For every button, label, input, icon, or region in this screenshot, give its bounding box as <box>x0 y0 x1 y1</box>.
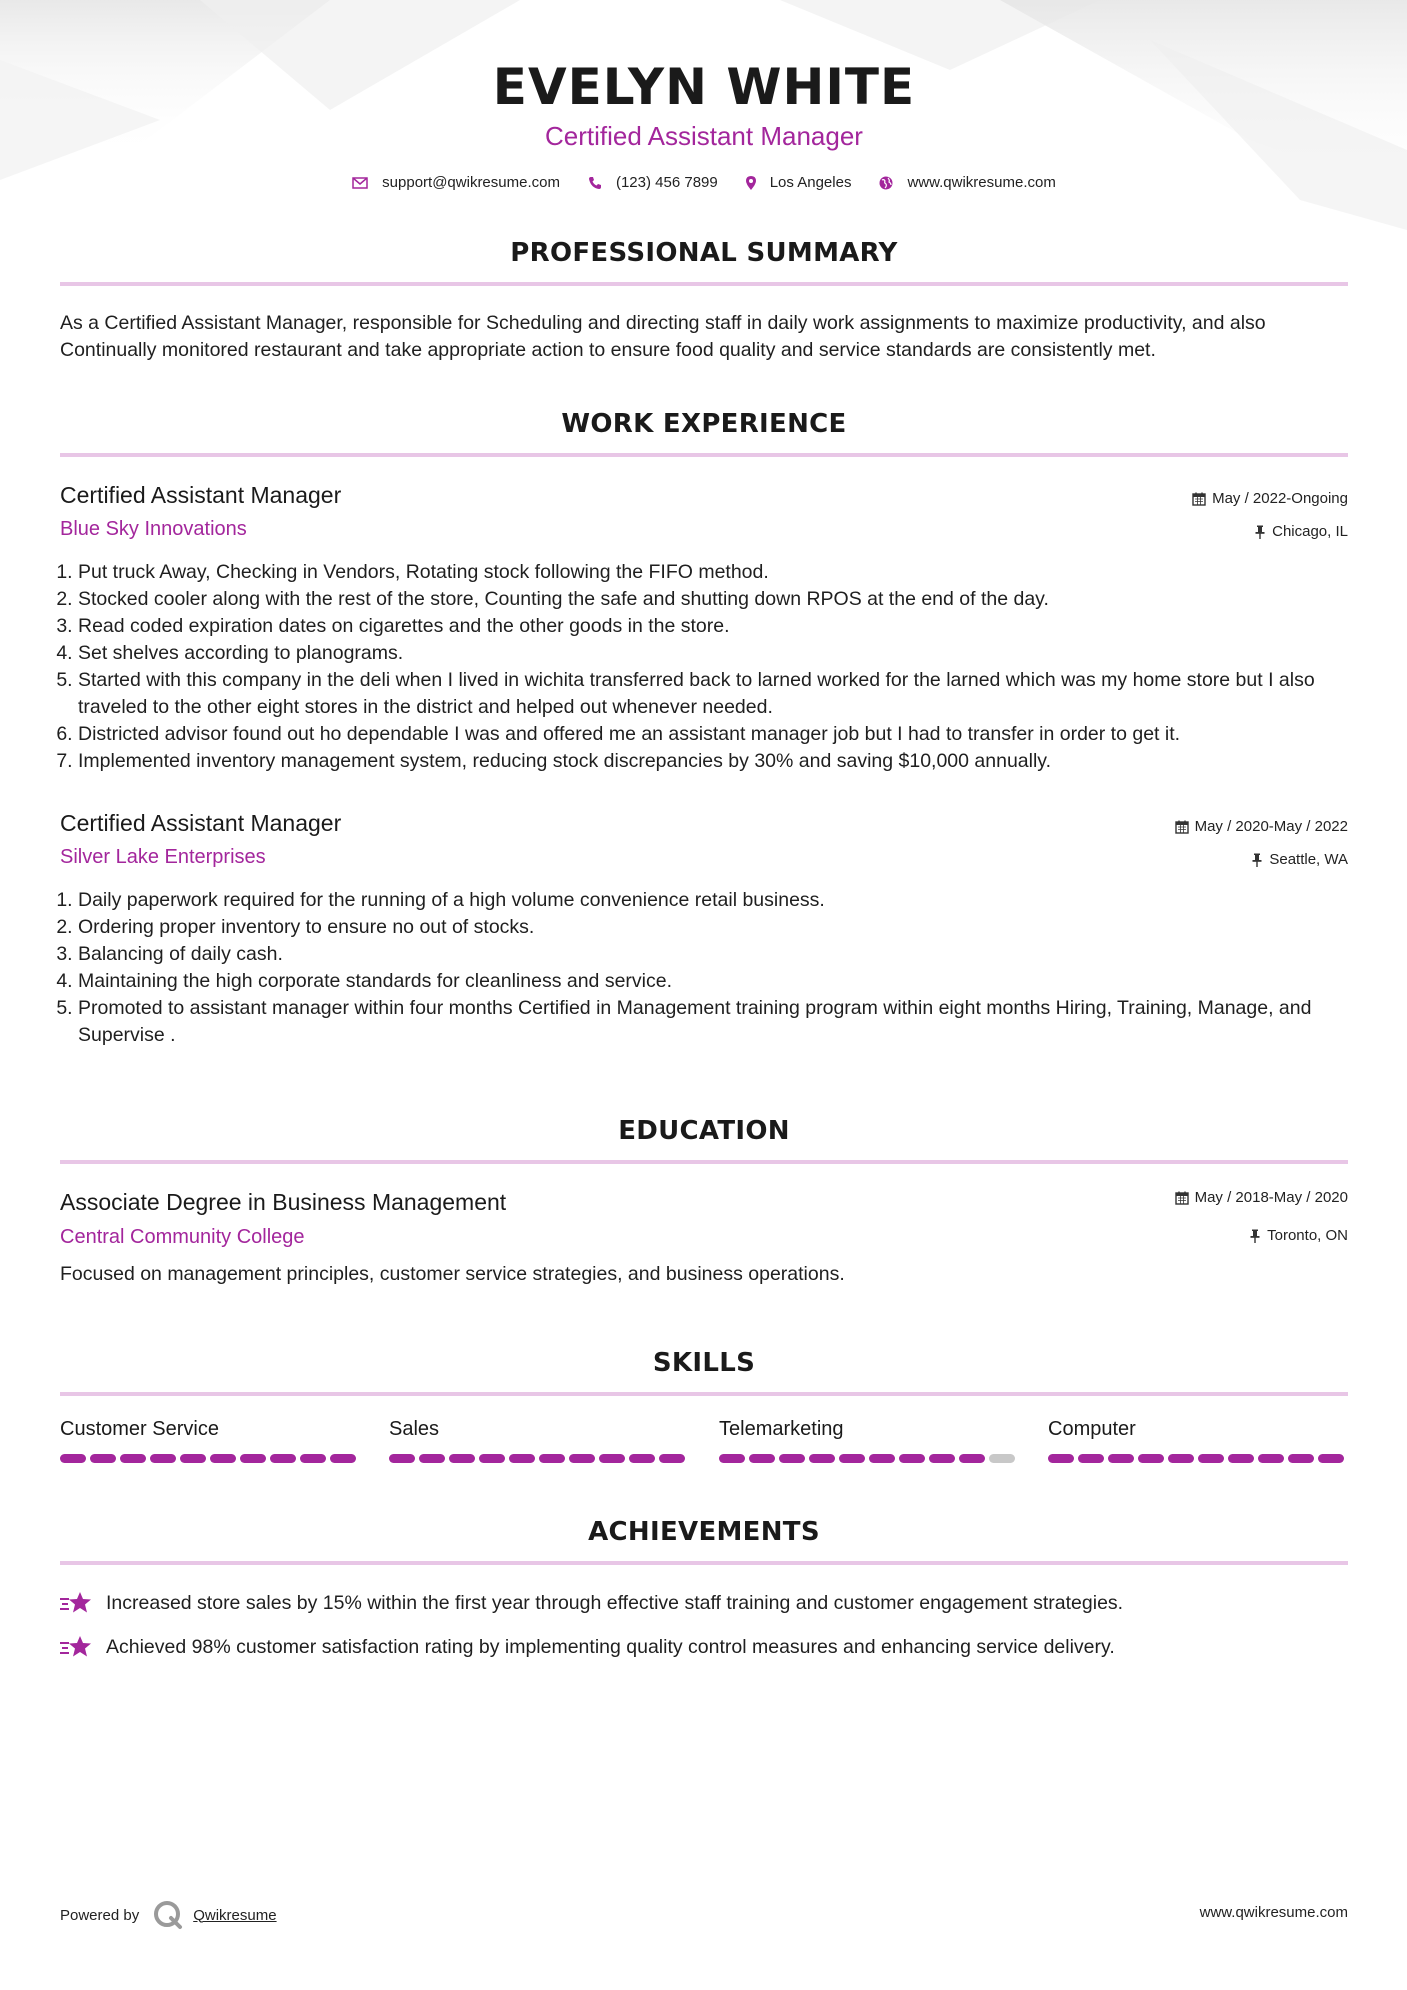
skill-level-dot-filled <box>1108 1454 1134 1463</box>
education-dates-text: May / 2018-May / 2020 <box>1194 1189 1348 1206</box>
skill-name: Customer Service <box>60 1418 219 1440</box>
footer-powered-by <box>60 1900 277 1930</box>
achievement-item <box>60 1590 1348 1616</box>
phone-icon <box>588 176 602 190</box>
job-location-text: Seattle, WA <box>1269 851 1348 868</box>
education-description: Focused on management principles, customer service strategies, and business operations. <box>60 1263 845 1285</box>
list-item: 5. Started with this company in the deli when I lived in wichita transferred back to larned worked for the larned which was my home store but I also traveled to the other eight stores in the district and helped out whenever needed. <box>78 667 1348 721</box>
job-title: Certified Assistant Manager <box>60 482 342 508</box>
skill-level-dot-filled <box>629 1454 655 1463</box>
map-pin-icon <box>746 176 756 190</box>
education-heading: EDUCATION <box>618 1116 790 1146</box>
powered-by-label: Powered by <box>60 1906 140 1924</box>
skill-level-dot-filled <box>419 1454 445 1463</box>
job-dates <box>1192 490 1348 507</box>
skill-level-dot-filled <box>1048 1454 1074 1463</box>
skill-level-bar <box>1048 1454 1348 1463</box>
school-name: Central Community College <box>60 1226 305 1248</box>
skill-level-dot-filled <box>449 1454 475 1463</box>
list-item: 4. Maintaining the high corporate standards for cleanliness and service. <box>78 968 1348 995</box>
qwikresume-logo-icon <box>153 1900 183 1930</box>
skill-level-dot-filled <box>389 1454 415 1463</box>
skill-name: Computer <box>1048 1418 1136 1440</box>
skill-level-dot-filled <box>270 1454 296 1463</box>
contact-phone[interactable] <box>588 174 718 191</box>
job-duties-list <box>60 887 1348 1049</box>
skill-level-dot-empty <box>989 1454 1015 1463</box>
skills-heading: SKILLS <box>652 1348 756 1378</box>
skill-level-dot-filled <box>300 1454 326 1463</box>
skill-level-dot-filled <box>569 1454 595 1463</box>
calendar-icon <box>1175 1191 1189 1205</box>
skill-level-dot-filled <box>210 1454 236 1463</box>
skill-level-dot-filled <box>330 1454 356 1463</box>
skill-item <box>719 1418 1019 1463</box>
achievement-text: Achieved 98% customer satisfaction rating by implementing quality control measures and enhancing service delivery. <box>106 1635 1115 1658</box>
footer-website[interactable]: www.qwikresume.com <box>1199 1904 1348 1921</box>
company-name: Silver Lake Enterprises <box>60 846 266 868</box>
calendar-icon <box>1175 820 1189 834</box>
achievements-heading: ACHIEVEMENTS <box>588 1517 820 1547</box>
skill-level-dot-filled <box>599 1454 625 1463</box>
education-location <box>1249 1227 1348 1244</box>
list-item: 2. Stocked cooler along with the rest of the store, Counting the safe and shutting down RPOS at the end of the day. <box>78 586 1348 613</box>
job-dates-text: May / 2020-May / 2022 <box>1194 818 1348 835</box>
job-title: Certified Assistant Manager <box>60 810 342 836</box>
skill-level-dot-filled <box>150 1454 176 1463</box>
summary-text: As a Certified Assistant Manager, responsible for Scheduling and directing staff in daily work assignments to maximize productivity, and also Continually monitored restaurant and take appropriate action to ensure food quality and service standards are consistently met. <box>60 312 1266 361</box>
skill-level-dot-filled <box>929 1454 955 1463</box>
skill-level-dot-filled <box>60 1454 86 1463</box>
job-location <box>1254 523 1348 540</box>
skill-level-dot-filled <box>1288 1454 1314 1463</box>
skill-level-dot-filled <box>120 1454 146 1463</box>
star-badge-icon <box>60 1590 92 1616</box>
contact-location <box>746 174 852 191</box>
list-item: 7. Implemented inventory management system, reducing stock discrepancies by 30% and saving $10,000 annually. <box>78 748 1348 775</box>
skill-item <box>60 1418 360 1463</box>
skill-level-dot-filled <box>959 1454 985 1463</box>
skill-level-dot-filled <box>180 1454 206 1463</box>
achievements-divider <box>60 1561 1348 1565</box>
job-duties-list <box>60 559 1348 775</box>
experience-divider <box>60 453 1348 457</box>
calendar-icon <box>1192 492 1206 506</box>
job-dates-text: May / 2022-Ongoing <box>1212 490 1348 507</box>
skill-level-dot-filled <box>719 1454 745 1463</box>
phone-text: (123) 456 7899 <box>615 174 718 191</box>
skill-level-dot-filled <box>869 1454 895 1463</box>
company-name: Blue Sky Innovations <box>60 518 247 540</box>
skills-divider <box>60 1392 1348 1396</box>
job-dates <box>1175 818 1348 835</box>
skill-level-dot-filled <box>839 1454 865 1463</box>
education-location-text: Toronto, ON <box>1267 1227 1348 1244</box>
skill-level-dot-filled <box>1258 1454 1284 1463</box>
pushpin-icon <box>1251 853 1263 867</box>
skill-level-dot-filled <box>779 1454 805 1463</box>
skill-level-bar <box>60 1454 360 1463</box>
skill-level-dot-filled <box>809 1454 835 1463</box>
contact-email[interactable] <box>352 174 560 191</box>
job-location-text: Chicago, IL <box>1272 523 1348 540</box>
experience-heading: WORK EXPERIENCE <box>561 409 847 439</box>
summary-divider <box>60 282 1348 286</box>
skill-level-dot-filled <box>1138 1454 1164 1463</box>
skill-level-dot-filled <box>90 1454 116 1463</box>
contact-website[interactable] <box>879 174 1055 191</box>
education-dates <box>1175 1189 1348 1206</box>
skill-level-dot-filled <box>1318 1454 1344 1463</box>
star-badge-icon <box>60 1634 92 1660</box>
skill-level-dot-filled <box>1228 1454 1254 1463</box>
pushpin-icon <box>1254 525 1266 539</box>
achievement-item <box>60 1634 1348 1660</box>
skill-level-dot-filled <box>509 1454 535 1463</box>
candidate-title: Certified Assistant Manager <box>545 121 863 151</box>
degree-title: Associate Degree in Business Management <box>60 1189 507 1215</box>
job-location <box>1251 851 1348 868</box>
skill-level-dot-filled <box>1168 1454 1194 1463</box>
candidate-name: EVELYN WHITE <box>492 58 916 116</box>
skill-name: Telemarketing <box>719 1418 844 1440</box>
contact-bar <box>60 174 1348 191</box>
skill-level-dot-filled <box>1078 1454 1104 1463</box>
skill-level-dot-filled <box>749 1454 775 1463</box>
skill-level-bar <box>389 1454 689 1463</box>
list-item: 1. Daily paperwork required for the running of a high volume convenience retail business. <box>78 887 1348 914</box>
skill-level-dot-filled <box>659 1454 685 1463</box>
summary-heading: PROFESSIONAL SUMMARY <box>510 238 898 268</box>
location-text: Los Angeles <box>769 174 852 191</box>
skill-level-dot-filled <box>1198 1454 1224 1463</box>
email-text: support@qwikresume.com <box>382 174 560 191</box>
pushpin-icon <box>1249 1229 1261 1243</box>
list-item: 3. Balancing of daily cash. <box>78 941 1348 968</box>
skill-level-dot-filled <box>539 1454 565 1463</box>
skill-level-dot-filled <box>899 1454 925 1463</box>
skill-level-dot-filled <box>240 1454 266 1463</box>
list-item: 4. Set shelves according to planograms. <box>78 640 1348 667</box>
skill-item <box>1048 1418 1348 1463</box>
list-item: 6. Districted advisor found out ho dependable I was and offered me an assistant manager job but I had to transfer in order to get it. <box>78 721 1348 748</box>
list-item: 1. Put truck Away, Checking in Vendors, Rotating stock following the FIFO method. <box>78 559 1348 586</box>
qwikresume-link[interactable]: Qwikresume <box>193 1906 277 1924</box>
skill-name: Sales <box>389 1418 440 1440</box>
achievement-text: Increased store sales by 15% within the first year through effective staff training and customer engagement strategies. <box>106 1591 1124 1614</box>
list-item: 2. Ordering proper inventory to ensure no out of stocks. <box>78 914 1348 941</box>
education-divider <box>60 1160 1348 1164</box>
list-item: 5. Promoted to assistant manager within four months Certified in Management training program within eight months Hiring, Training, Manage, and Supervise . <box>78 995 1348 1049</box>
website-text: www.qwikresume.com <box>907 174 1056 191</box>
globe-icon <box>879 176 893 190</box>
list-item: 3. Read coded expiration dates on cigarettes and the other goods in the store. <box>78 613 1348 640</box>
skill-level-bar <box>719 1454 1019 1463</box>
skill-level-dot-filled <box>479 1454 505 1463</box>
envelope-icon <box>352 177 368 189</box>
skill-item <box>389 1418 689 1463</box>
